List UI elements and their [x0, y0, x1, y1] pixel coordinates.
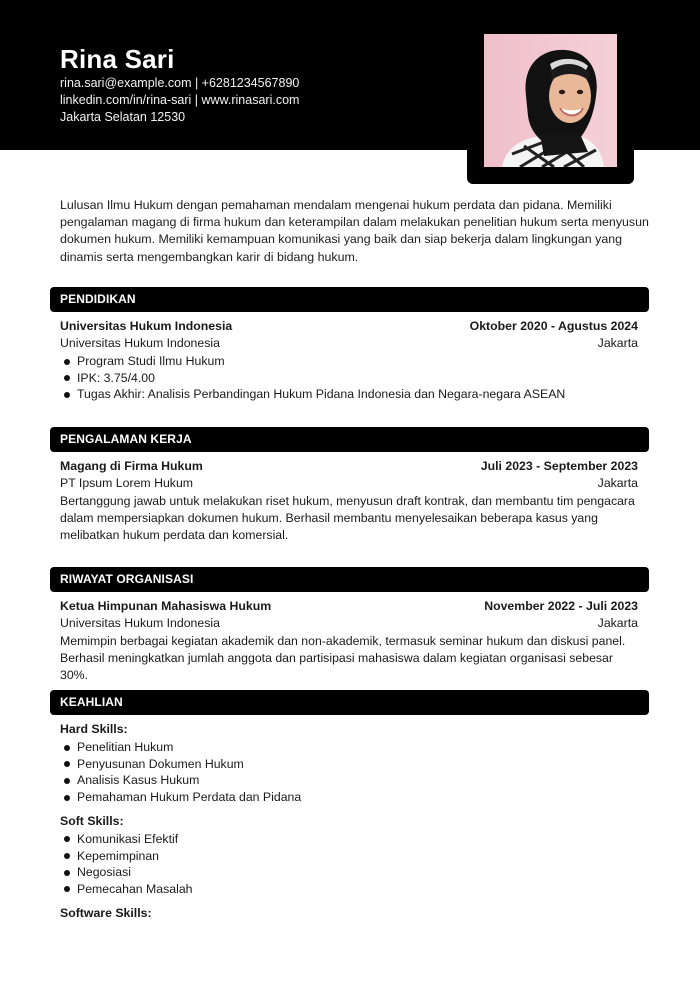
organization-dates: November 2022 - Juli 2023	[484, 599, 638, 613]
list-item: Negosiasi	[60, 864, 638, 881]
professional-summary: Lulusan Ilmu Hukum dengan pemahaman mendalam mengenai hukum perdata dan pidana. Memiliki pengalaman magang di firma hukum dan keterampilan dalam melakukan penelitian hukum serta menyusun dokumen hukum. Memiliki kemampuan komunikasi yang baik dan siap bekerja dalam lingkungan yang dinamis serta mengembangkan karir di bidang hukum.	[60, 198, 649, 264]
list-item: IPK: 3.75/4.00	[60, 370, 638, 387]
photo-frame	[467, 18, 634, 184]
soft-skills-list	[60, 831, 638, 898]
list-item: Tugas Akhir: Analisis Perbandingan Hukum Pidana Indonesia dan Negara-negara ASEAN	[60, 386, 638, 403]
skills-section	[50, 690, 649, 922]
organization-role: Ketua Himpunan Mahasiswa Hukum	[60, 599, 272, 613]
profile-photo	[484, 34, 617, 167]
list-item: Pemahaman Hukum Perdata dan Pidana	[60, 789, 638, 806]
education-details-list	[60, 353, 638, 403]
education-institution-row	[60, 335, 638, 352]
contact-address: Jakarta Selatan 12530	[60, 110, 186, 124]
list-item: Pemecahan Masalah	[60, 881, 638, 898]
organization-heading-row	[60, 598, 638, 615]
hard-skills-list	[60, 739, 638, 806]
experience-company: PT Ipsum Lorem Hukum	[60, 476, 194, 490]
organization-description: Memimpin berbagai kegiatan akademik dan non-akademik, termasuk seminar hukum dan diskusi panel. Berhasil meningkatkan jumlah anggota dan partisipasi mahasiswa dalam kegiatan organisasi sebesar 30%.	[60, 634, 626, 683]
hard-skills-heading: Hard Skills:	[60, 722, 128, 736]
organization-section-title: RIWAYAT ORGANISASI	[50, 567, 649, 592]
education-location: Jakarta	[597, 336, 638, 350]
list-item: Kepemimpinan	[60, 848, 638, 865]
organization-section	[50, 567, 649, 685]
experience-company-row	[60, 475, 638, 492]
organization-name-row	[60, 615, 638, 632]
education-section	[50, 287, 649, 403]
experience-heading-row	[60, 458, 638, 475]
organization-location: Jakarta	[597, 616, 638, 630]
education-heading-row	[60, 318, 638, 335]
candidate-name: Rina Sari	[60, 44, 175, 74]
experience-role: Magang di Firma Hukum	[60, 459, 203, 473]
soft-skills-heading: Soft Skills:	[60, 813, 124, 828]
experience-dates: Juli 2023 - September 2023	[480, 459, 638, 473]
software-skills-heading: Software Skills:	[60, 905, 152, 920]
contact-email-phone: rina.sari@example.com | +6281234567890	[60, 76, 300, 90]
experience-location: Jakarta	[597, 476, 638, 490]
contact-links: linkedin.com/in/rina-sari | www.rinasari.com	[60, 93, 300, 107]
experience-section	[50, 427, 649, 545]
experience-description: Bertanggung jawab untuk melakukan riset hukum, menyusun draft kontrak, dan membantu tim pengacara dalam mempersiapkan dokumen hukum. Berhasil membantu menyelesaikan beberapa kasus yang melibatkan hukum perdata dan komersial.	[60, 494, 635, 543]
list-item: Komunikasi Efektif	[60, 831, 638, 848]
skills-section-title: KEAHLIAN	[50, 690, 649, 715]
education-entry	[50, 312, 649, 403]
portrait-illustration-icon	[484, 34, 617, 167]
education-section-title: PENDIDIKAN	[50, 287, 649, 312]
education-institution: Universitas Hukum Indonesia	[60, 336, 220, 350]
list-item: Penyusunan Dokumen Hukum	[60, 756, 638, 773]
list-item: Analisis Kasus Hukum	[60, 772, 638, 789]
education-heading: Universitas Hukum Indonesia	[60, 319, 233, 333]
organization-entry	[50, 592, 649, 685]
organization-name: Universitas Hukum Indonesia	[60, 616, 220, 630]
experience-entry	[50, 452, 649, 545]
list-item: Penelitian Hukum	[60, 739, 638, 756]
experience-section-title: PENGALAMAN KERJA	[50, 427, 649, 452]
list-item: Program Studi Ilmu Hukum	[60, 353, 638, 370]
education-dates: Oktober 2020 - Agustus 2024	[469, 319, 638, 333]
header-info	[60, 45, 299, 126]
skills-body	[50, 715, 649, 922]
